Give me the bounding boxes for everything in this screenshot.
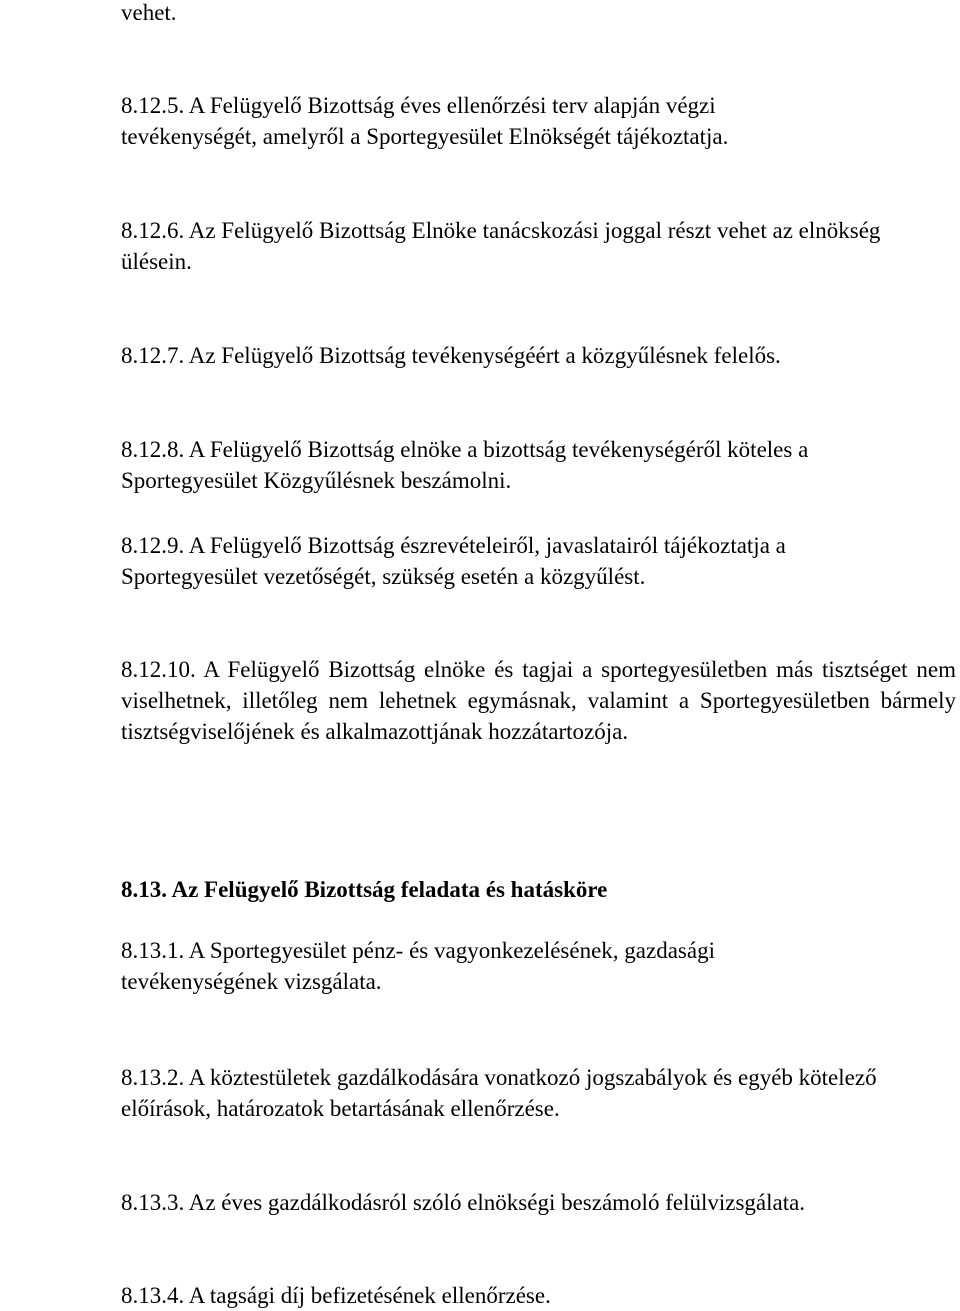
paragraph-8-12-7: 8.12.7. Az Felügyelő Bizottság tevékenységéért a közgyűlésnek felelős. <box>121 343 781 368</box>
paragraph-8-12-5: 8.12.5. A Felügyelő Bizottság éves ellenőrzési terv alapján végzi tevékenységét, amelyről a Sportegyesület Elnökségét tájékoztatja. <box>121 93 729 149</box>
paragraph-8-12-9: 8.12.9. A Felügyelő Bizottság észrevételeiről, javaslatairól tájékoztatja a Sportegyesület vezetőségét, szükség esetén a közgyűlést. <box>121 533 786 589</box>
paragraph-8-12-10: 8.12.10. A Felügyelő Bizottság elnöke és tagjai a sportegyesületben más tisztséget nem viselhetnek, illetőleg nem lehetnek egymásnak, valamint a Sportegyesületben bármely tisztségviselőjének és alkalmazottjának hozzátartozója. <box>121 657 956 744</box>
item-8-13-1: 8.13.1. A Sportegyesület pénz- és vagyonkezelésének, gazdasági tevékenységének vizsgálata. <box>121 938 715 994</box>
paragraph-8-12-8: 8.12.8. A Felügyelő Bizottság elnöke a bizottság tevékenységéről köteles a Sportegyesület Közgyűlésnek beszámolni. <box>121 437 809 493</box>
section-heading-8-13: 8.13. Az Felügyelő Bizottság feladata és hatásköre <box>121 877 608 902</box>
paragraph-8-12-6: 8.12.6. Az Felügyelő Bizottság Elnöke tanácskozási joggal részt vehet az elnökség ülésein. <box>121 218 881 274</box>
item-8-13-3: 8.13.3. Az éves gazdálkodásról szóló elnökségi beszámoló felülvizsgálata. <box>121 1190 806 1215</box>
top-fragment-text: vehet. <box>121 0 177 25</box>
item-8-13-4: 8.13.4. A tagsági díj befizetésének ellenőrzése. <box>121 1283 551 1308</box>
item-8-13-2: 8.13.2. A köztestületek gazdálkodására vonatkozó jogszabályok és egyéb kötelező előírások, határozatok betartásának ellenőrzése. <box>121 1065 877 1121</box>
